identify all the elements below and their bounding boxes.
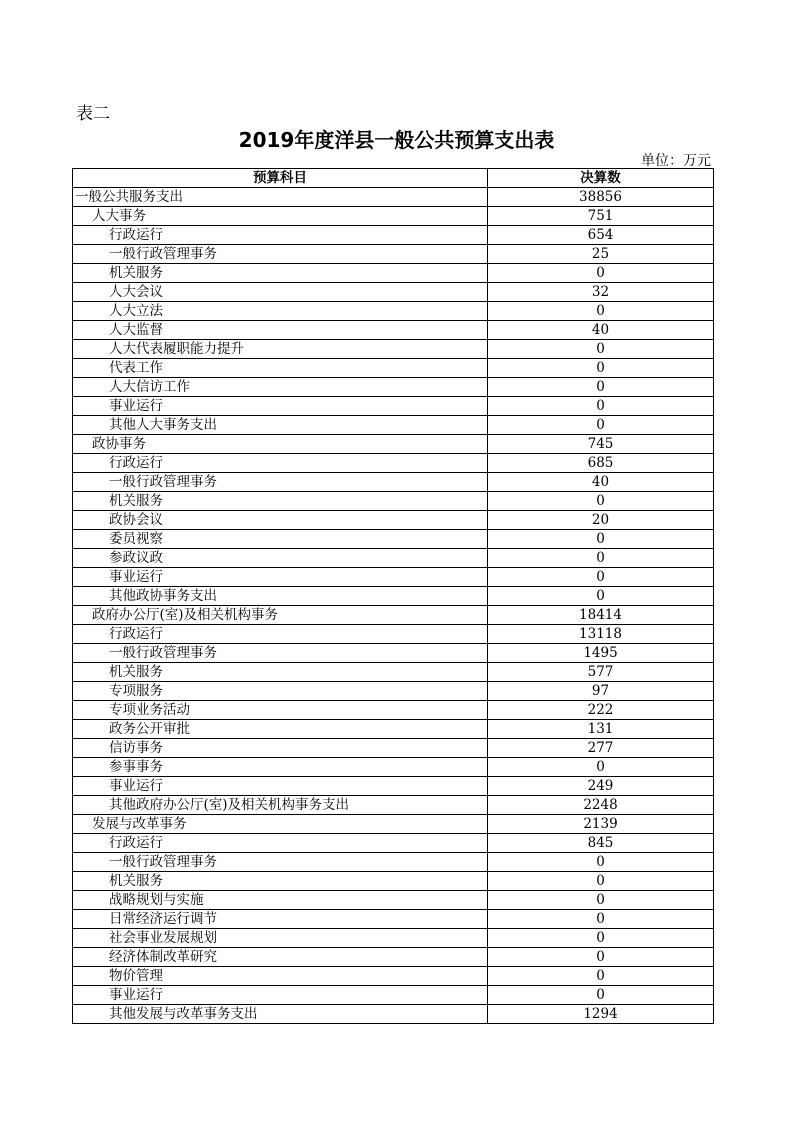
row-amount: 18414	[488, 606, 714, 625]
table-row	[73, 435, 714, 454]
row-subject: 一般行政管理事务	[73, 644, 488, 663]
row-amount: 577	[488, 663, 714, 682]
table-row	[73, 321, 714, 340]
row-subject: 一般行政管理事务	[73, 853, 488, 872]
table-row	[73, 245, 714, 264]
row-amount: 0	[488, 416, 714, 435]
row-amount: 0	[488, 967, 714, 986]
table-body	[73, 188, 714, 1024]
row-amount: 0	[488, 948, 714, 967]
row-amount: 845	[488, 834, 714, 853]
row-subject: 参事事务	[73, 758, 488, 777]
table-row	[73, 226, 714, 245]
row-subject: 政协事务	[73, 435, 488, 454]
table-row	[73, 682, 714, 701]
row-amount: 751	[488, 207, 714, 226]
row-amount: 0	[488, 359, 714, 378]
table-row	[73, 188, 714, 207]
row-amount: 2248	[488, 796, 714, 815]
row-amount: 0	[488, 872, 714, 891]
row-amount: 20	[488, 511, 714, 530]
row-subject: 一般行政管理事务	[73, 473, 488, 492]
table-row	[73, 834, 714, 853]
table-row	[73, 796, 714, 815]
row-subject: 人大事务	[73, 207, 488, 226]
table-row	[73, 473, 714, 492]
row-amount: 0	[488, 530, 714, 549]
row-subject: 其他政府办公厅(室)及相关机构事务支出	[73, 796, 488, 815]
row-amount: 0	[488, 891, 714, 910]
row-subject: 参政议政	[73, 549, 488, 568]
row-subject: 行政运行	[73, 625, 488, 644]
row-subject: 代表工作	[73, 359, 488, 378]
row-subject: 机关服务	[73, 872, 488, 891]
header-subject: 预算科目	[73, 169, 488, 188]
row-subject: 政务公开审批	[73, 720, 488, 739]
row-amount: 0	[488, 568, 714, 587]
table-row	[73, 340, 714, 359]
row-subject: 专项服务	[73, 682, 488, 701]
row-subject: 一般行政管理事务	[73, 245, 488, 264]
table-row	[73, 891, 714, 910]
row-amount: 97	[488, 682, 714, 701]
row-amount: 0	[488, 929, 714, 948]
row-subject: 人大代表履职能力提升	[73, 340, 488, 359]
table-row	[73, 549, 714, 568]
table-row	[73, 264, 714, 283]
row-subject: 机关服务	[73, 492, 488, 511]
row-subject: 社会事业发展规划	[73, 929, 488, 948]
row-amount: 654	[488, 226, 714, 245]
table-row	[73, 720, 714, 739]
row-subject: 人大立法	[73, 302, 488, 321]
row-subject: 经济体制改革研究	[73, 948, 488, 967]
table-row	[73, 454, 714, 473]
row-amount: 0	[488, 587, 714, 606]
row-subject: 政协会议	[73, 511, 488, 530]
row-amount: 40	[488, 321, 714, 340]
header-amount: 决算数	[488, 169, 714, 188]
table-row	[73, 511, 714, 530]
row-amount: 745	[488, 435, 714, 454]
table-row	[73, 530, 714, 549]
table-row	[73, 758, 714, 777]
row-amount: 1294	[488, 1005, 714, 1024]
row-subject: 行政运行	[73, 834, 488, 853]
row-amount: 222	[488, 701, 714, 720]
table-row	[73, 359, 714, 378]
row-amount: 0	[488, 340, 714, 359]
row-subject: 物价管理	[73, 967, 488, 986]
row-amount: 38856	[488, 188, 714, 207]
table-row	[73, 492, 714, 511]
row-amount: 0	[488, 302, 714, 321]
row-subject: 机关服务	[73, 663, 488, 682]
table-row	[73, 416, 714, 435]
row-amount: 0	[488, 264, 714, 283]
table-row	[73, 910, 714, 929]
unit-label: 单位：万元	[641, 153, 711, 169]
row-subject: 信访事务	[73, 739, 488, 758]
row-subject: 其他发展与改革事务支出	[73, 1005, 488, 1024]
table-row	[73, 967, 714, 986]
row-amount: 25	[488, 245, 714, 264]
row-subject: 事业运行	[73, 986, 488, 1005]
row-subject: 人大会议	[73, 283, 488, 302]
table-row	[73, 283, 714, 302]
row-amount: 1495	[488, 644, 714, 663]
table-row	[73, 625, 714, 644]
row-amount: 131	[488, 720, 714, 739]
table-row	[73, 207, 714, 226]
table-row	[73, 929, 714, 948]
row-subject: 发展与改革事务	[73, 815, 488, 834]
row-amount: 40	[488, 473, 714, 492]
table-row	[73, 948, 714, 967]
row-amount: 0	[488, 758, 714, 777]
table-row	[73, 606, 714, 625]
row-subject: 其他人大事务支出	[73, 416, 488, 435]
row-amount: 0	[488, 910, 714, 929]
row-amount: 0	[488, 853, 714, 872]
row-amount: 249	[488, 777, 714, 796]
table-row	[73, 872, 714, 891]
row-subject: 战略规划与实施	[73, 891, 488, 910]
row-amount: 13118	[488, 625, 714, 644]
row-subject: 专项业务活动	[73, 701, 488, 720]
row-subject: 行政运行	[73, 226, 488, 245]
table-label: 表二	[76, 104, 110, 124]
table-row	[73, 815, 714, 834]
row-subject: 日常经济运行调节	[73, 910, 488, 929]
row-amount: 685	[488, 454, 714, 473]
row-subject: 事业运行	[73, 568, 488, 587]
row-amount: 0	[488, 397, 714, 416]
row-subject: 一般公共服务支出	[73, 188, 488, 207]
table-row	[73, 568, 714, 587]
row-amount: 0	[488, 378, 714, 397]
row-amount: 32	[488, 283, 714, 302]
table-row	[73, 739, 714, 758]
table-row	[73, 1005, 714, 1024]
table-header-row	[73, 169, 714, 188]
row-subject: 事业运行	[73, 777, 488, 796]
row-subject: 其他政协事务支出	[73, 587, 488, 606]
row-subject: 人大信访工作	[73, 378, 488, 397]
row-subject: 行政运行	[73, 454, 488, 473]
table-row	[73, 853, 714, 872]
table-row	[73, 587, 714, 606]
table-row	[73, 644, 714, 663]
table-row	[73, 302, 714, 321]
table-row	[73, 777, 714, 796]
row-subject: 人大监督	[73, 321, 488, 340]
row-subject: 事业运行	[73, 397, 488, 416]
table-row	[73, 986, 714, 1005]
table-row	[73, 663, 714, 682]
budget-table	[72, 168, 714, 1024]
row-amount: 0	[488, 549, 714, 568]
row-amount: 277	[488, 739, 714, 758]
row-amount: 0	[488, 492, 714, 511]
row-subject: 机关服务	[73, 264, 488, 283]
row-subject: 政府办公厅(室)及相关机构事务	[73, 606, 488, 625]
page-title: 2019年度洋县一般公共预算支出表	[238, 128, 555, 152]
table-row	[73, 397, 714, 416]
row-amount: 2139	[488, 815, 714, 834]
table-row	[73, 378, 714, 397]
table-row	[73, 701, 714, 720]
row-amount: 0	[488, 986, 714, 1005]
row-subject: 委员视察	[73, 530, 488, 549]
